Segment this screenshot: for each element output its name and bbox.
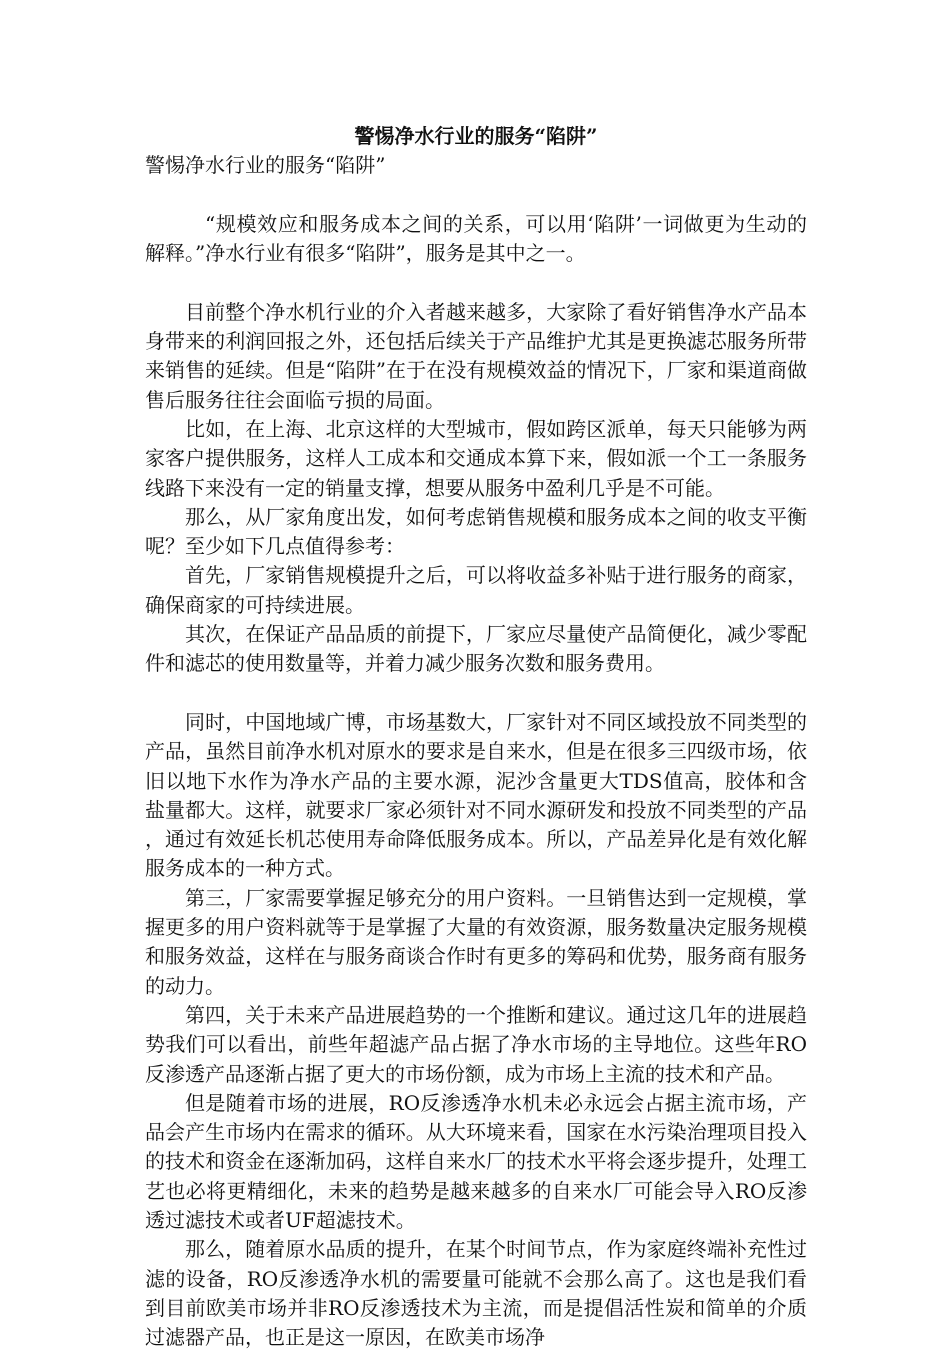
document-page — [145, 122, 807, 1352]
paragraph: 首先，厂家销售规模提升之后，可以将收益多补贴于进行服务的商家，确保商家的可持续进展。 — [145, 563, 807, 617]
paragraph: 同时，中国地域广博，市场基数大，厂家针对不同区域投放不同类型的产品，虽然目前净水机对原水的要求是自来水，但是在很多三四级市场，依旧以地下水作为净水产品的主要水源，泥沙含量更大TDS值高，胶体和含盐量都大。这样，就要求厂家必须针对不同水源研发和投放不同类型的产品，通过有效延长机芯使用寿命降低服务成本。所以，产品差异化是有效化解服务成本的一种方式。 — [145, 709, 807, 881]
blank-line — [145, 679, 807, 708]
paragraph: 其次，在保证产品品质的前提下，厂家应尽量使产品简便化，减少零配件和滤芯的使用数量等，并着力减少服务次数和服务费用。 — [145, 622, 807, 676]
paragraph: 但是随着市场的进展，RO反渗透净水机未必永远会占据主流市场，产品会产生市场内在需求的循环。从大环境来看，国家在水污染治理项目投入的技术和资金在逐渐加码，这样自来水厂的技术水平将会逐步提升，处理工艺也必将更精细化，未来的趋势是越来越多的自来水厂可能会导入RO反渗透过滤技术或者UF超滤技术。 — [145, 1090, 807, 1232]
paragraph: 那么，从厂家角度出发，如何考虑销售规模和服务成本之间的收支平衡呢？至少如下几点值得参考： — [145, 504, 807, 559]
paragraph: 目前整个净水机行业的介入者越来越多，大家除了看好销售净水产品本身带来的利润回报之外，还包括后续关于产品维护尤其是更换滤芯服务所带来销售的延续。但是“陷阱”在于在没有规模效益的情况下，厂家和渠道商做售后服务往往会面临亏损的局面。 — [145, 299, 807, 412]
paragraph-intro-quote: “规模效应和服务成本之间的关系，可以用‘陷阱’一词做更为生动的解释。”净水行业有很多“陷阱”，服务是其中之一。 — [145, 211, 807, 266]
document-title: 警惕净水行业的服务“陷阱” — [354, 124, 598, 148]
paragraph: 那么，随着原水品质的提升，在某个时间节点，作为家庭终端补充性过滤的设备，RO反渗透净水机的需要量可能就不会那么高了。这也是我们看到目前欧美市场并非RO反渗透技术为主流，而是提倡活性炭和简单的介质过滤器产品，也正是这一原因，在欧美市场净 — [145, 1237, 807, 1350]
blank-line — [145, 268, 807, 297]
paragraph: 比如，在上海、北京这样的大型城市，假如跨区派单，每天只能够为两家客户提供服务，这样人工成本和交通成本算下来，假如派一个工一条服务线路下来没有一定的销量支撑，想要从服务中盈利几乎是不可能。 — [145, 416, 807, 500]
paragraph: 第四，关于未来产品进展趋势的一个推断和建议。通过这几年的进展趋势我们可以看出，前些年超滤产品占据了净水市场的主导地位。这些年RO反渗透产品逐渐占据了更大的市场份额，成为市场上主流的技术和产品。 — [145, 1002, 807, 1086]
paragraph: 第三，厂家需要掌握足够充分的用户资料。一旦销售达到一定规模，掌握更多的用户资料就等于是掌握了大量的有效资源，服务数量决定服务规模和服务效益，这样在与服务商谈合作时有更多的筹码和优势，服务商有服务的动力。 — [145, 885, 807, 998]
document-subtitle: 警惕净水行业的服务“陷阱” — [145, 153, 386, 178]
blank-line — [145, 181, 807, 210]
